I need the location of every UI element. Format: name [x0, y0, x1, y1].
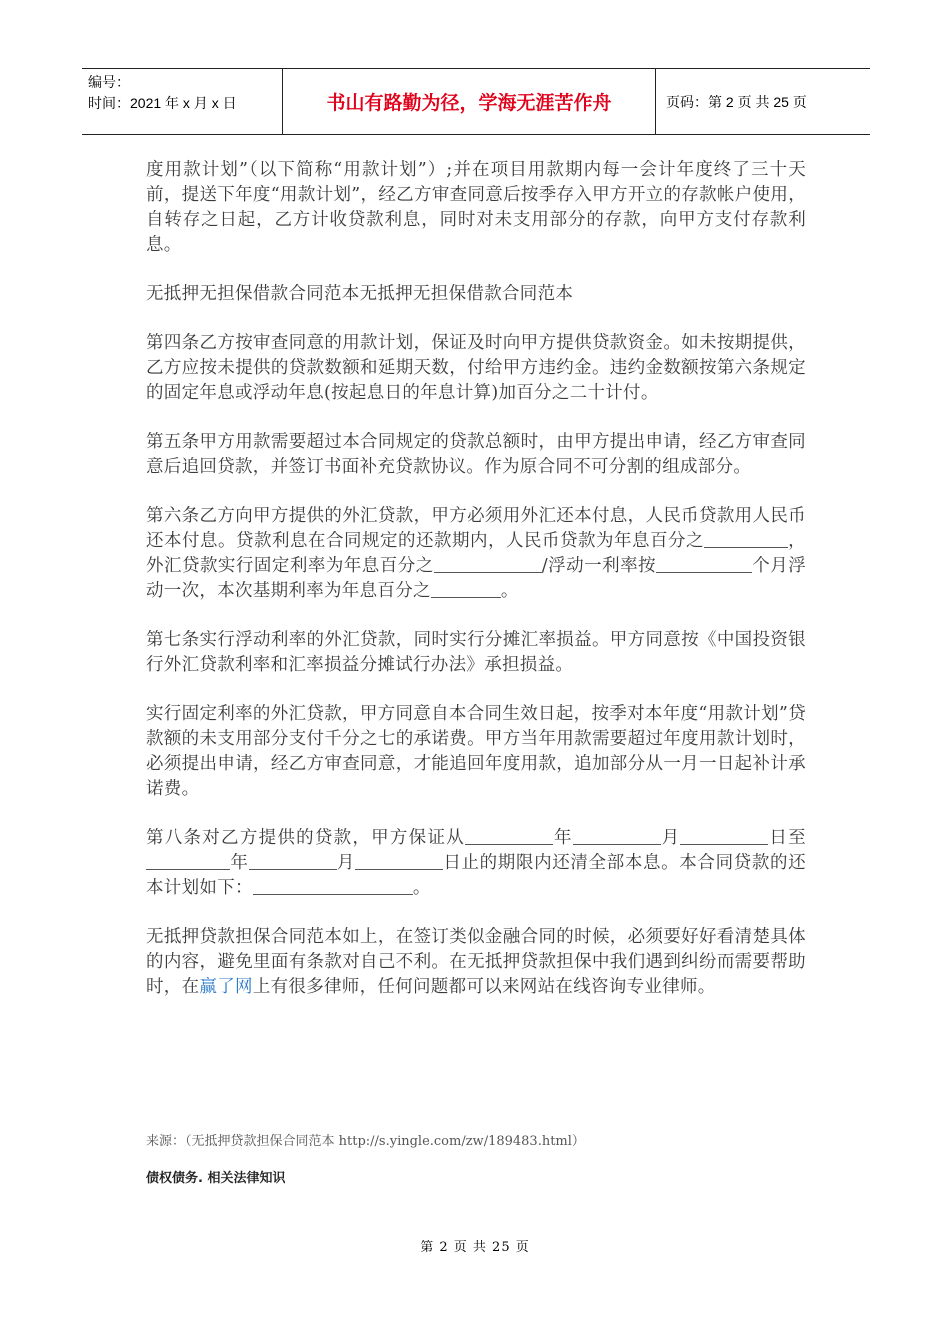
page-header: [82, 68, 870, 135]
fill-blank[interactable]: [431, 579, 501, 598]
paragraph-article-8: [146, 826, 806, 901]
paragraph-closing: [146, 925, 806, 1000]
document-number: 编号：: [88, 74, 130, 90]
fill-blank[interactable]: [573, 826, 661, 845]
text-segment: 。: [500, 581, 519, 601]
text-segment: 月: [660, 828, 681, 848]
text-segment: /浮动一利率按: [541, 556, 657, 576]
text-segment: 日至: [768, 828, 806, 848]
fill-blank[interactable]: [656, 554, 752, 573]
fill-blank[interactable]: [355, 851, 443, 870]
paragraph: 度用款计划”（以下简称“用款计划”）;并在项目用款期内每一会计年度终了三十天前，提送下年度“用款计划”，经乙方审查同意后按季存入甲方开立的存款帐户使用，自转存之日起，乙方计收贷款利息，同时对未支用部分的存款，向甲方支付存款利息。: [146, 160, 806, 255]
header-meta: [82, 69, 282, 134]
text-segment: 无抵押贷款担保合同范本如上，在签订类似金融合同的时候，必须要好好看清楚具体的内容，避免里面有条款对自己不利。在无抵押贷款担保中我们遇到纠纷而需要帮助时，在: [146, 927, 806, 997]
text-segment: 年: [230, 853, 249, 873]
text-segment: 。: [412, 878, 431, 898]
text-segment: 第六条乙方向甲方提供的外汇贷款，甲方必须用外汇还本付息，人民币贷款用人民币还本付息。贷款利息在合同规定的还款期内，人民币贷款为年息百分之: [146, 506, 806, 551]
paragraph: 第七条实行浮动利率的外汇贷款，同时实行分摊汇率损益。甲方同意按《中国投资银行外汇贷款利率和汇率损益分摊试行办法》承担损益。: [146, 630, 806, 675]
document-date: 时间：2021 年 x 月 x 日: [88, 95, 237, 111]
fill-blank[interactable]: [146, 851, 230, 870]
yingle-link[interactable]: 赢了网: [199, 977, 253, 997]
paragraph: 实行固定利率的外汇贷款，甲方同意自本合同生效日起，按季对本年度“用款计划”贷款额的未支用部分支付千分之七的承诺费。甲方当年用款需要超过年度用款计划时，必须提出申请，经乙方审查同意，才能追回年度用款，追加部分从一月一日起补计承诺费。: [146, 704, 806, 799]
fill-blank[interactable]: [704, 529, 788, 548]
paragraph: 第四条乙方按审查同意的用款计划，保证及时向甲方提供贷款资金。如未按期提供，乙方应按未提供的贷款数额和延期天数，付给甲方违约金。违约金数额按第六条规定的固定年息或浮动年息(按起息日的年息计算)加百分之二十计付。: [146, 333, 806, 403]
fill-blank[interactable]: [249, 851, 337, 870]
text-segment: ，外汇贷款实行固定利率为年息百分之: [146, 531, 806, 576]
fill-blank[interactable]: [253, 876, 413, 895]
document-body: [146, 158, 806, 1024]
text-segment: 年: [552, 828, 573, 848]
text-segment: 月: [336, 853, 355, 873]
fill-blank[interactable]: [434, 554, 542, 573]
category-label: 债权债务. 相关法律知识: [146, 1171, 286, 1186]
text-segment: 第八条对乙方提供的贷款，甲方保证从: [146, 828, 465, 848]
source-citation: 来源：（无抵押贷款担保合同范本 http://s.yingle.com/zw/189483.html）: [146, 1134, 585, 1149]
text-segment: 上有很多律师，任何问题都可以来网站在线咨询专业律师。: [252, 977, 716, 997]
header-page-number: 页码：第 2 页 共 25 页: [666, 93, 807, 110]
paragraph-article-6: [146, 504, 806, 604]
text-segment: 日止的期限内还清全部本息。本合同贷款的还本计划如下：: [146, 853, 806, 898]
paragraph: 无抵押无担保借款合同范本无抵押无担保借款合同范本: [146, 284, 574, 304]
fill-blank[interactable]: [465, 826, 553, 845]
text-segment: 个月浮动一次，本次基期利率为年息百分之: [146, 556, 806, 601]
paragraph: 第五条甲方用款需要超过本合同规定的贷款总额时，由甲方提出申请，经乙方审查同意后追回贷款，并签订书面补充贷款协议。作为原合同不可分割的组成部分。: [146, 432, 806, 477]
page-footer: 第 2 页 共 25 页: [420, 1240, 530, 1255]
fill-blank[interactable]: [680, 826, 768, 845]
header-motto: 书山有路勤为径，学海无涯苦作舟: [282, 69, 656, 134]
